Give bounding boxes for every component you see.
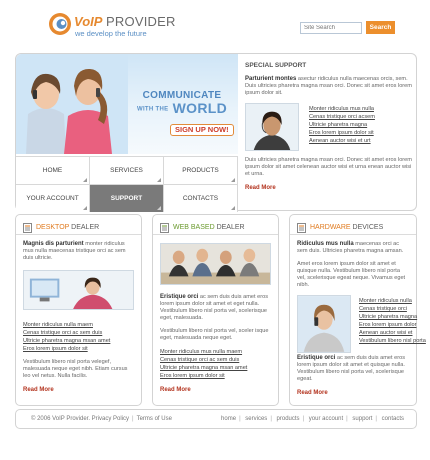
nav-home-label: HOME	[42, 167, 63, 174]
search-input[interactable]	[300, 22, 362, 34]
special-support	[245, 62, 415, 191]
desktop-link[interactable]: Ultricie pharetra magna msan amet	[23, 338, 111, 344]
hardware-lead2	[297, 355, 409, 383]
web-dealer-column	[152, 214, 279, 406]
corner-arrow-icon	[231, 178, 235, 182]
tagline: we develop the future	[75, 29, 147, 38]
desktop-lead	[23, 241, 134, 262]
desktop-lead-text: monter ridiculus mus nulla maecenas tristique orci ac sem duis ultricie.	[23, 241, 126, 261]
special-lead	[245, 76, 415, 97]
corner-arrow-icon	[83, 178, 87, 182]
desktop-link[interactable]: Eros lorem ipsum dolor sit	[23, 346, 88, 352]
special-read-more[interactable]: Read More	[245, 185, 276, 191]
web-dealer-title-hl: WEB BASED	[173, 224, 215, 231]
desktop-dealer-title-rest: DEALER	[71, 224, 100, 231]
special-link[interactable]: Ultricie pharetra magna	[309, 122, 368, 128]
footer-separator: |	[270, 416, 272, 422]
hardware-paragraph: Amet eros lorem ipsum dolor sit amet et quisque nulla. Vestibulum libero nisl porta vel, scelerisque egeat neque. Vivamus eget nibh.	[297, 261, 406, 288]
nav-support[interactable]	[90, 184, 164, 212]
hardware-title-hl: HARDWARE	[310, 224, 351, 231]
corner-arrow-icon	[231, 206, 235, 210]
desktop-read-more[interactable]: Read More	[23, 387, 54, 393]
desktop-dealer-header	[16, 221, 141, 235]
hero-people-image	[16, 54, 128, 154]
hardware-read-more[interactable]: Read More	[297, 390, 328, 396]
hardware-link[interactable]: Cenas tristique orci	[359, 306, 407, 312]
web-read-more[interactable]: Read More	[160, 387, 191, 393]
logo-rest: PROVIDER	[106, 14, 176, 29]
footer-link-home[interactable]: home	[221, 416, 237, 422]
hardware-devices-title	[310, 224, 383, 231]
hardware-devices-body	[297, 235, 426, 397]
hero-line2-prefix: WITH THE	[137, 106, 169, 113]
web-dealer-image	[160, 243, 271, 285]
nav-your-account[interactable]	[16, 184, 90, 212]
hardware-links	[359, 297, 426, 345]
footer-copyright	[31, 416, 172, 422]
web-dealer-body	[160, 235, 271, 394]
footer-separator: |	[302, 416, 305, 422]
main-panel	[15, 53, 417, 211]
footer-separator: |	[375, 416, 377, 422]
web-links	[160, 348, 271, 380]
web-dealer-title-rest: DEALER	[216, 224, 245, 231]
hardware-lead-text: maecenas orci ac sem duis. Ultricies pharetra magna amsan.	[297, 241, 404, 254]
web-lead-text: ac sem duis duis amet eros lorem ipsum dolor sit amet et eget nulla. Vestibulum libero nisl porta vel, scelerisque eget, malesuada.	[160, 294, 268, 321]
nav-products-label: PRODUCTS	[182, 167, 219, 174]
web-paragraph: Vestibulum libero nisl porta vel, sceler isque eget, malesuada neque eget.	[160, 328, 269, 341]
nav-contacts-label: CONTACTS	[182, 195, 219, 202]
special-lead-bold: Parturient montes	[245, 76, 297, 82]
main-nav	[16, 156, 238, 212]
hero-banner	[16, 54, 238, 154]
footer-separator: |	[132, 416, 134, 422]
desktop-dealer-title-hl: DESKTOP	[36, 224, 70, 231]
special-lead-text: asectur ridiculus nulla maecenas orcis, sem. Duis ultricies pharetra magna msan orci. Donec sit amet eros lorem ipsum dolor sit.	[245, 76, 412, 96]
hardware-media	[297, 295, 426, 355]
footer-separator: |	[239, 416, 241, 422]
corner-arrow-icon	[83, 206, 87, 210]
web-link[interactable]: Monter ridiculus mus nulla maem	[160, 349, 243, 355]
hardware-devices-header	[290, 221, 416, 235]
desktop-dealer-column	[15, 214, 142, 406]
corner-arrow-icon	[157, 178, 161, 182]
desktop-lead-bold: Magnis dis parturient	[23, 241, 84, 247]
nav-services[interactable]	[90, 156, 164, 184]
nav-support-label: SUPPORT	[110, 195, 143, 202]
hardware-lead-bold: Ridiculus mus nulla	[297, 241, 354, 247]
document-icon	[160, 223, 169, 233]
web-link[interactable]: Eros lorem ipsum dolor sit	[160, 373, 225, 379]
search-button[interactable]: Search	[366, 21, 395, 34]
document-icon	[297, 223, 306, 233]
hero-line1: COMMUNICATE	[142, 90, 222, 101]
hardware-title-rest: DEVICES	[352, 224, 384, 231]
special-media	[245, 103, 415, 153]
special-links	[309, 105, 375, 145]
hardware-link[interactable]: Ultricie pharetra magna	[359, 314, 418, 320]
special-text: Duis ultricies pharetra magna msan orci. Donec sit amet eros lorem ipsum dolor sit amet celenean auctor wisi et urna enean auctor wisi et urna.	[245, 157, 412, 177]
logo[interactable]	[48, 12, 198, 42]
footer-link-products[interactable]: products	[276, 416, 300, 422]
nav-your-account-label: YOUR ACCOUNT	[26, 195, 79, 202]
special-support-title: SPECIAL SUPPORT	[245, 62, 307, 69]
hardware-link[interactable]: Vestibulum libero nisl porta	[359, 338, 426, 344]
footer-link-contacts[interactable]: contacts	[381, 416, 404, 422]
desktop-link[interactable]: Monter ridiculus nulla maem	[23, 322, 93, 328]
hardware-lead2-bold: Eristique orci	[297, 355, 336, 361]
nav-services-label: SERVICES	[110, 167, 143, 174]
signup-button[interactable]: SIGN UP NOW!	[170, 124, 234, 136]
footer-link-support[interactable]: support	[352, 416, 373, 422]
hero-line2: WORLD	[172, 100, 227, 116]
hardware-link[interactable]: Monter ridiculus nulla	[359, 298, 412, 304]
hardware-lead	[297, 241, 409, 255]
web-lead	[160, 294, 271, 322]
logo-name	[74, 14, 176, 29]
logo-swirl-icon	[48, 12, 72, 36]
logo-brand: VoIP	[74, 14, 103, 29]
desktop-paragraph: Vestibulum libero nisl porta velegef, malesuada neque eget nibh. Etiam cursus leo vel netus. Nulla facilis.	[23, 359, 128, 379]
footer-nav	[221, 416, 404, 422]
copyright-text[interactable]: © 2006 VoIP Provider. Privacy Policy	[31, 416, 130, 422]
hero-line2-row	[126, 100, 238, 116]
desktop-link[interactable]: Cenas tristique orci ac sem duis	[23, 330, 103, 336]
support-agent-photo	[245, 103, 299, 151]
web-dealer-header	[153, 221, 278, 235]
footer-link-your-account[interactable]: your account	[308, 416, 344, 422]
special-link[interactable]: Monter ridiculus mus nulla	[309, 106, 374, 112]
nav-products[interactable]	[164, 156, 238, 184]
document-icon	[23, 223, 32, 233]
hardware-link[interactable]: Aenean auctor wisi et	[359, 330, 413, 336]
footer	[15, 409, 417, 429]
hardware-lead2-text: ac sem duis duis amet eros lorem ipsum dolor sit amet et quisque nulla. Vestibulum libero nisl porta vel, scelerisque egeat.	[297, 355, 405, 382]
special-link[interactable]: Cenas tristique orci acsem	[309, 114, 375, 120]
desktop-links	[23, 321, 134, 353]
nav-contacts[interactable]	[164, 184, 238, 212]
footer-link-services[interactable]: services	[245, 416, 268, 422]
special-link[interactable]: Aenean auctor wisi et urt	[309, 138, 371, 144]
hardware-woman-photo	[297, 295, 351, 353]
desktop-dealer-image	[23, 270, 134, 310]
hardware-link[interactable]: Eros lorem ipsum dolor	[359, 322, 417, 328]
desktop-dealer-title	[36, 224, 99, 231]
special-link[interactable]: Eros lorem ipsum dolor sit	[309, 130, 374, 136]
hardware-devices-column	[289, 214, 426, 406]
terms-link[interactable]: Terms of Use	[136, 416, 172, 422]
hero-headline	[126, 90, 238, 116]
web-link[interactable]: Ultricie pharetra magna msan amet	[160, 365, 248, 371]
footer-separator: |	[346, 416, 348, 422]
nav-home[interactable]	[16, 156, 90, 184]
web-link[interactable]: Cenas tristique orci ac sem duis	[160, 357, 240, 363]
desktop-dealer-body	[23, 235, 134, 394]
web-dealer-title	[173, 224, 245, 231]
web-lead-bold: Eristique orci	[160, 294, 199, 300]
corner-arrow-icon	[157, 206, 161, 210]
